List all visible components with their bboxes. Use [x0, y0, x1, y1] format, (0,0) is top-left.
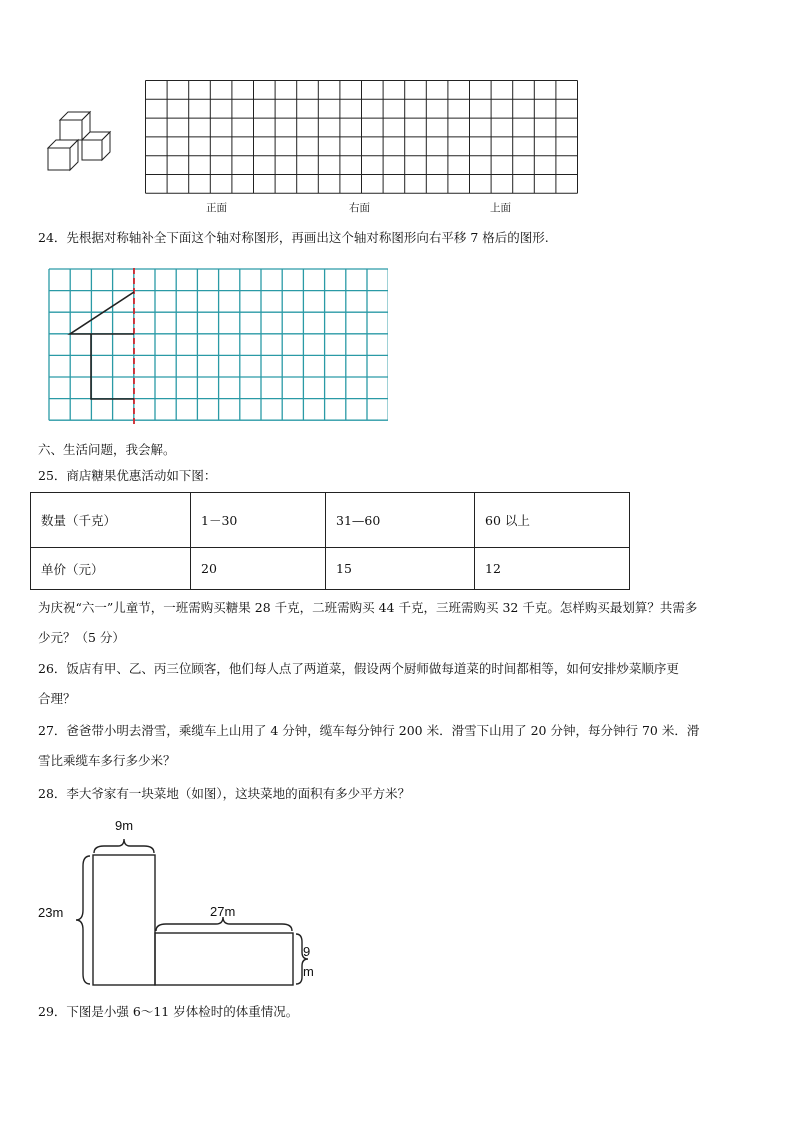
symmetry-grid — [48, 268, 388, 424]
dim-top-width: 9m — [115, 818, 134, 833]
view-label-right: 右面 — [349, 202, 370, 214]
question-28: 28．李大爷家有一块菜地（如图），这块菜地的面积有多少平方米？ — [38, 786, 411, 801]
table-cell: 20 — [191, 548, 326, 590]
question-27-line2: 雪比乘缆车多行多少米？ — [38, 753, 176, 768]
dim-right-height-b: m — [303, 964, 314, 979]
view-label-front: 正面 — [206, 202, 227, 214]
table-cell: 31—60 — [326, 493, 475, 548]
dim-bottom-width: 27m — [210, 904, 236, 919]
table-cell: 数量（千克） — [31, 493, 191, 548]
section-6-heading: 六、生活问题，我会解。 — [38, 442, 176, 457]
l-shaped-field — [60, 836, 320, 992]
table-cell: 单价（元） — [31, 548, 191, 590]
dim-right-height-a: 9 — [303, 944, 311, 959]
view-label-top: 上面 — [490, 202, 511, 214]
question-27-line1: 27．爸爸带小明去滑雪，乘缆车上山用了 4 分钟，缆车每分钟行 200 米．滑雪下山用了 20 分钟，每分钟行 70 米．滑 — [38, 723, 700, 738]
question-26-line2: 合理？ — [38, 691, 76, 706]
question-25-line2: 少元？（5 分） — [38, 630, 125, 645]
half-figure — [70, 292, 134, 399]
table-cell: 1－30 — [191, 493, 326, 548]
dim-left-height: 23m — [38, 905, 64, 920]
cube-stack-icon — [44, 108, 114, 174]
table-row — [31, 493, 630, 548]
question-25-intro: 25．商店糖果优惠活动如下图： — [38, 468, 217, 483]
table-cell: 60 以上 — [475, 493, 630, 548]
question-29: 29．下图是小强 6～11 岁体检时的体重情况。 — [38, 1004, 299, 1019]
question-24: 24．先根据对称轴补全下面这个轴对称图形，再画出这个轴对称图形向右平移 7 格后的图形. — [38, 230, 549, 245]
table-cell: 15 — [326, 548, 475, 590]
question-26-line1: 26．饭店有甲、乙、丙三位顾客，他们每人点了两道菜，假设两个厨师做每道菜的时间都相等，如何安排炒菜顺序更 — [38, 661, 679, 676]
three-view-grid — [145, 80, 579, 194]
question-25-line1: 为庆祝“六一”儿童节，一班需购买糖果 28 千克，二班需购买 44 千克，三班需购买 32 千克。怎样购买最划算？共需多 — [38, 600, 698, 615]
price-table — [30, 492, 630, 590]
table-row — [31, 548, 630, 590]
table-cell: 12 — [475, 548, 630, 590]
